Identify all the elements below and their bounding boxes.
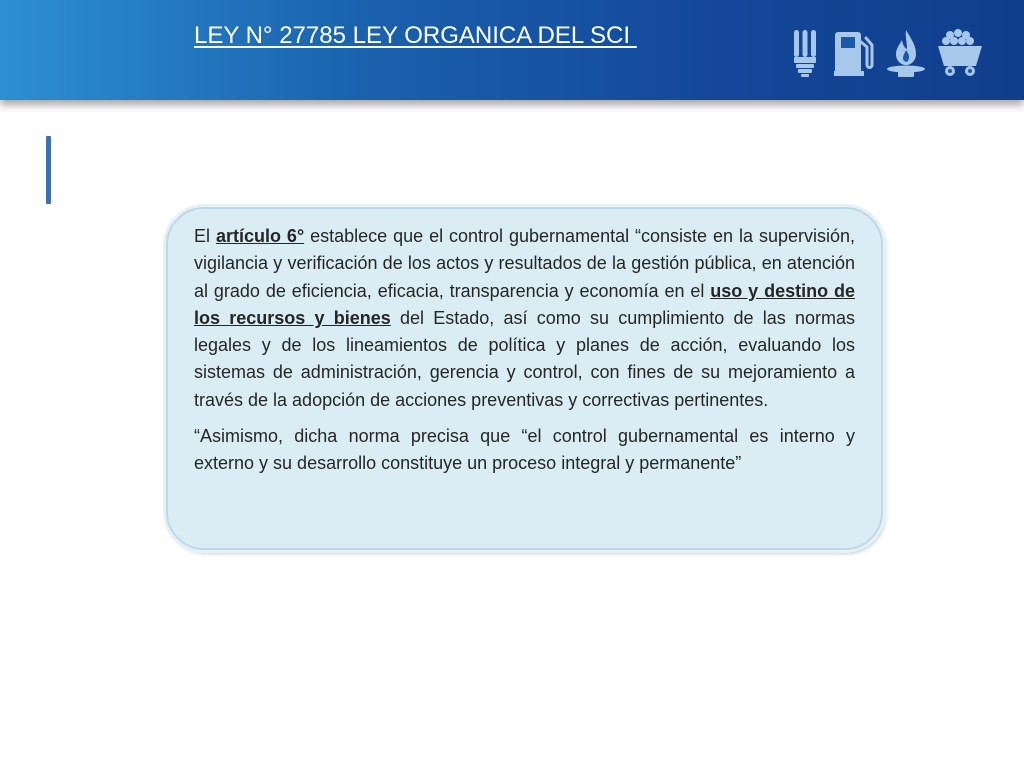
mining-cart-icon <box>936 28 984 78</box>
paragraph-ending: del Estado, así como su cumplimiento de las normas legales y de los lineamientos de política y planes de acción, evaluando los sistemas de administración, gerencia y control, con fines de su mejoramiento a través de la adopción de acciones preventivas y correctivas pertinentes. <box>194 307 855 410</box>
highlight-resources: uso y destino de los recursos y bienes <box>194 280 855 328</box>
paragraph-intro: El <box>194 226 216 246</box>
paragraph-article-6 <box>194 223 855 414</box>
fuel-pump-icon <box>830 28 874 78</box>
accent-line <box>46 136 51 204</box>
gas-flame-icon <box>884 28 928 78</box>
page-title: LEY N° 27785 LEY ORGANICA DEL SCI <box>194 22 637 49</box>
content-box <box>166 207 883 550</box>
paragraph-asimismo: “Asimismo, dicha norma precisa que “el control gubernamental es interno y externo y su desarrollo constituye un proceso integral y permanente” <box>194 426 855 474</box>
paragraph-middle: establece que el control gubernamental “consiste en la supervisión, vigilancia y verificación de los actos y resultados de la gestión pública, en atención al grado de eficiencia, eficacia, transparencia y economía en el <box>194 226 855 301</box>
highlight-article-6: artículo 6° <box>215 226 305 246</box>
header-bar <box>0 0 1024 100</box>
lightbulb-icon <box>788 28 822 78</box>
